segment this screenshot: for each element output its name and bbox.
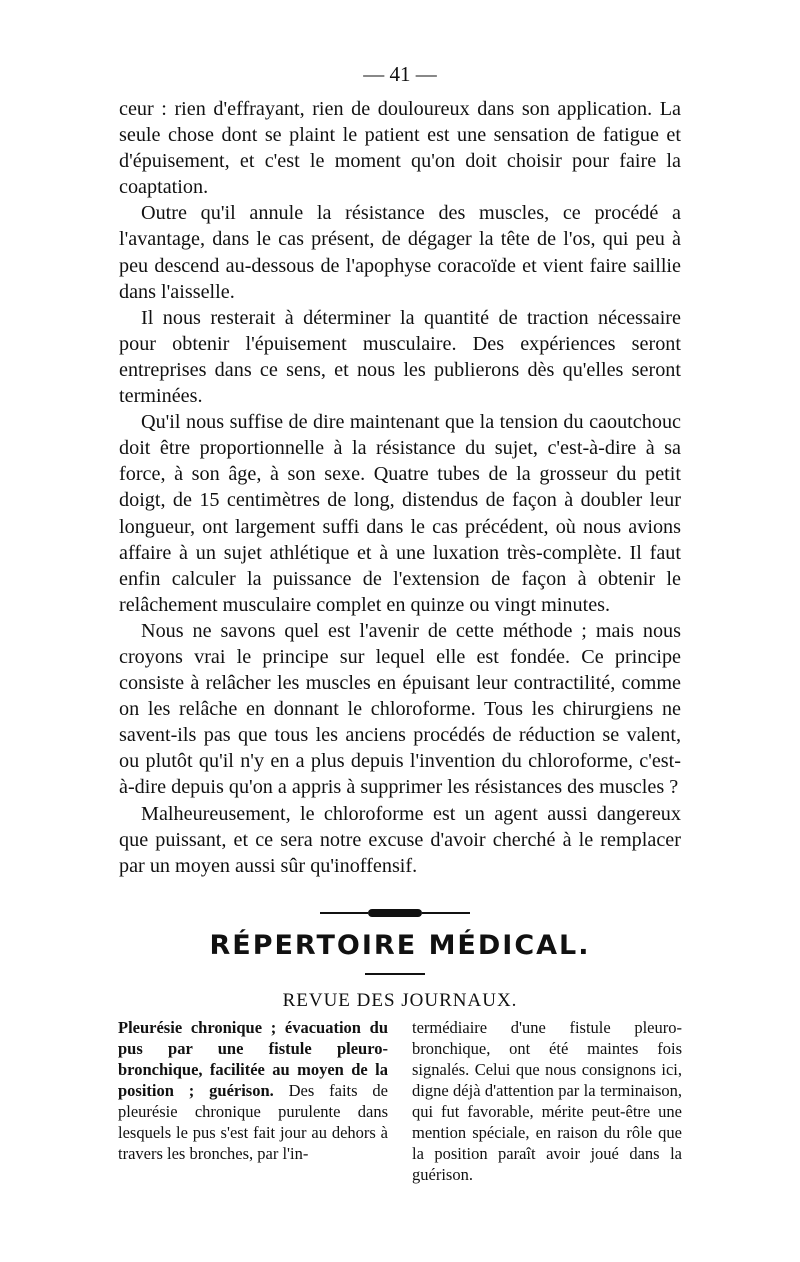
article-right-column [412,1017,682,1185]
page-number: — 41 — [363,62,437,86]
article-text-left: Des faits de pleurésie chronique purulente dans lesquels le pus s'est fait jour au dehors à travers les bronches, par l'in- [118,1081,388,1163]
section-title: RÉPERTOIRE MÉDICAL. [209,930,591,961]
article-left-column [118,1017,388,1164]
body-text [119,96,681,879]
subsection-title: REVUE DES JOURNAUX. [282,990,518,1011]
paragraph: Il nous resterait à déterminer la quantité de traction nécessaire pour obtenir l'épuisement musculaire. Des expériences seront entreprises dans ce sens, et nous les publierons dès qu'elles seront terminées. [119,306,681,408]
paragraph: Nous ne savons quel est l'avenir de cette méthode ; mais nous croyons vrai le principe sur lequel elle est fondée. Ce principe consiste à relâcher les muscles en épuisant leur contractilité, comme on les relâche en donnant le chloroforme. Tous les chirurgiens ne savent-ils pas que tous les anciens procédés de réduction se valent, ou plutôt qu'il n'y en a plus depuis l'invention du chloroforme, c'est-à-dire depuis qu'on a appris à supprimer les résistances des muscles ? [119,619,681,799]
paragraph: Outre qu'il annule la résistance des muscles, ce procédé a l'avantage, dans le cas présent, de dégager la tête de l'os, qui peu à peu descend au-dessous de l'apophyse coracoïde et vient faire saillie dans l'aisselle. [119,202,681,303]
paragraph: Malheureusement, le chloroforme est un agent aussi dangereux que puissant, et ce sera notre excuse d'avoir cherché à le remplacer par un moyen aussi sûr qu'inoffensif. [119,802,681,877]
article-paragraph [118,1017,388,1164]
article-heading: Pleurésie chronique ; évacuation du pus par une fistule pleuro-bronchique, facilitée au moyen de la position ; guérison. [118,1018,388,1100]
paragraph: Qu'il nous suffise de dire maintenant que la tension du caoutchouc doit être proportionnelle à la résistance du sujet, c'est-à-dire à sa force, à son âge, à son sexe. Quatre tubes de la grosseur du petit doigt, de 15 centimètres de long, distendus de façon à doubler leur longueur, ont largement suffi dans le cas précédent, où nous avions affaire à un sujet athlétique et à une luxation très-complète. Il faut enfin calculer la puissance de l'extension de façon à obtenir le relâchement musculaire complet en quinze ou vingt minutes. [119,411,681,616]
ornamental-rule [320,908,470,918]
paragraph-continued: ceur : rien d'effrayant, rien de douloureux dans son application. La seule chose dont se plaint le patient est une sensation de fatigue et d'épuisement, et c'est le moment qu'on doit choisir pour faire la coaptation. [119,98,681,199]
article-text-right: termédiaire d'une fistule pleuro-bronchique, ont été maintes fois signalés. Celui que nous consignons ici, digne déjà d'attention par la terminaison, qui fut favorable, mérite peut-être une mention spéciale, en raison du rôle que la position paraît avoir joué dans la guérison. [412,1018,682,1184]
section-divider [365,973,425,975]
